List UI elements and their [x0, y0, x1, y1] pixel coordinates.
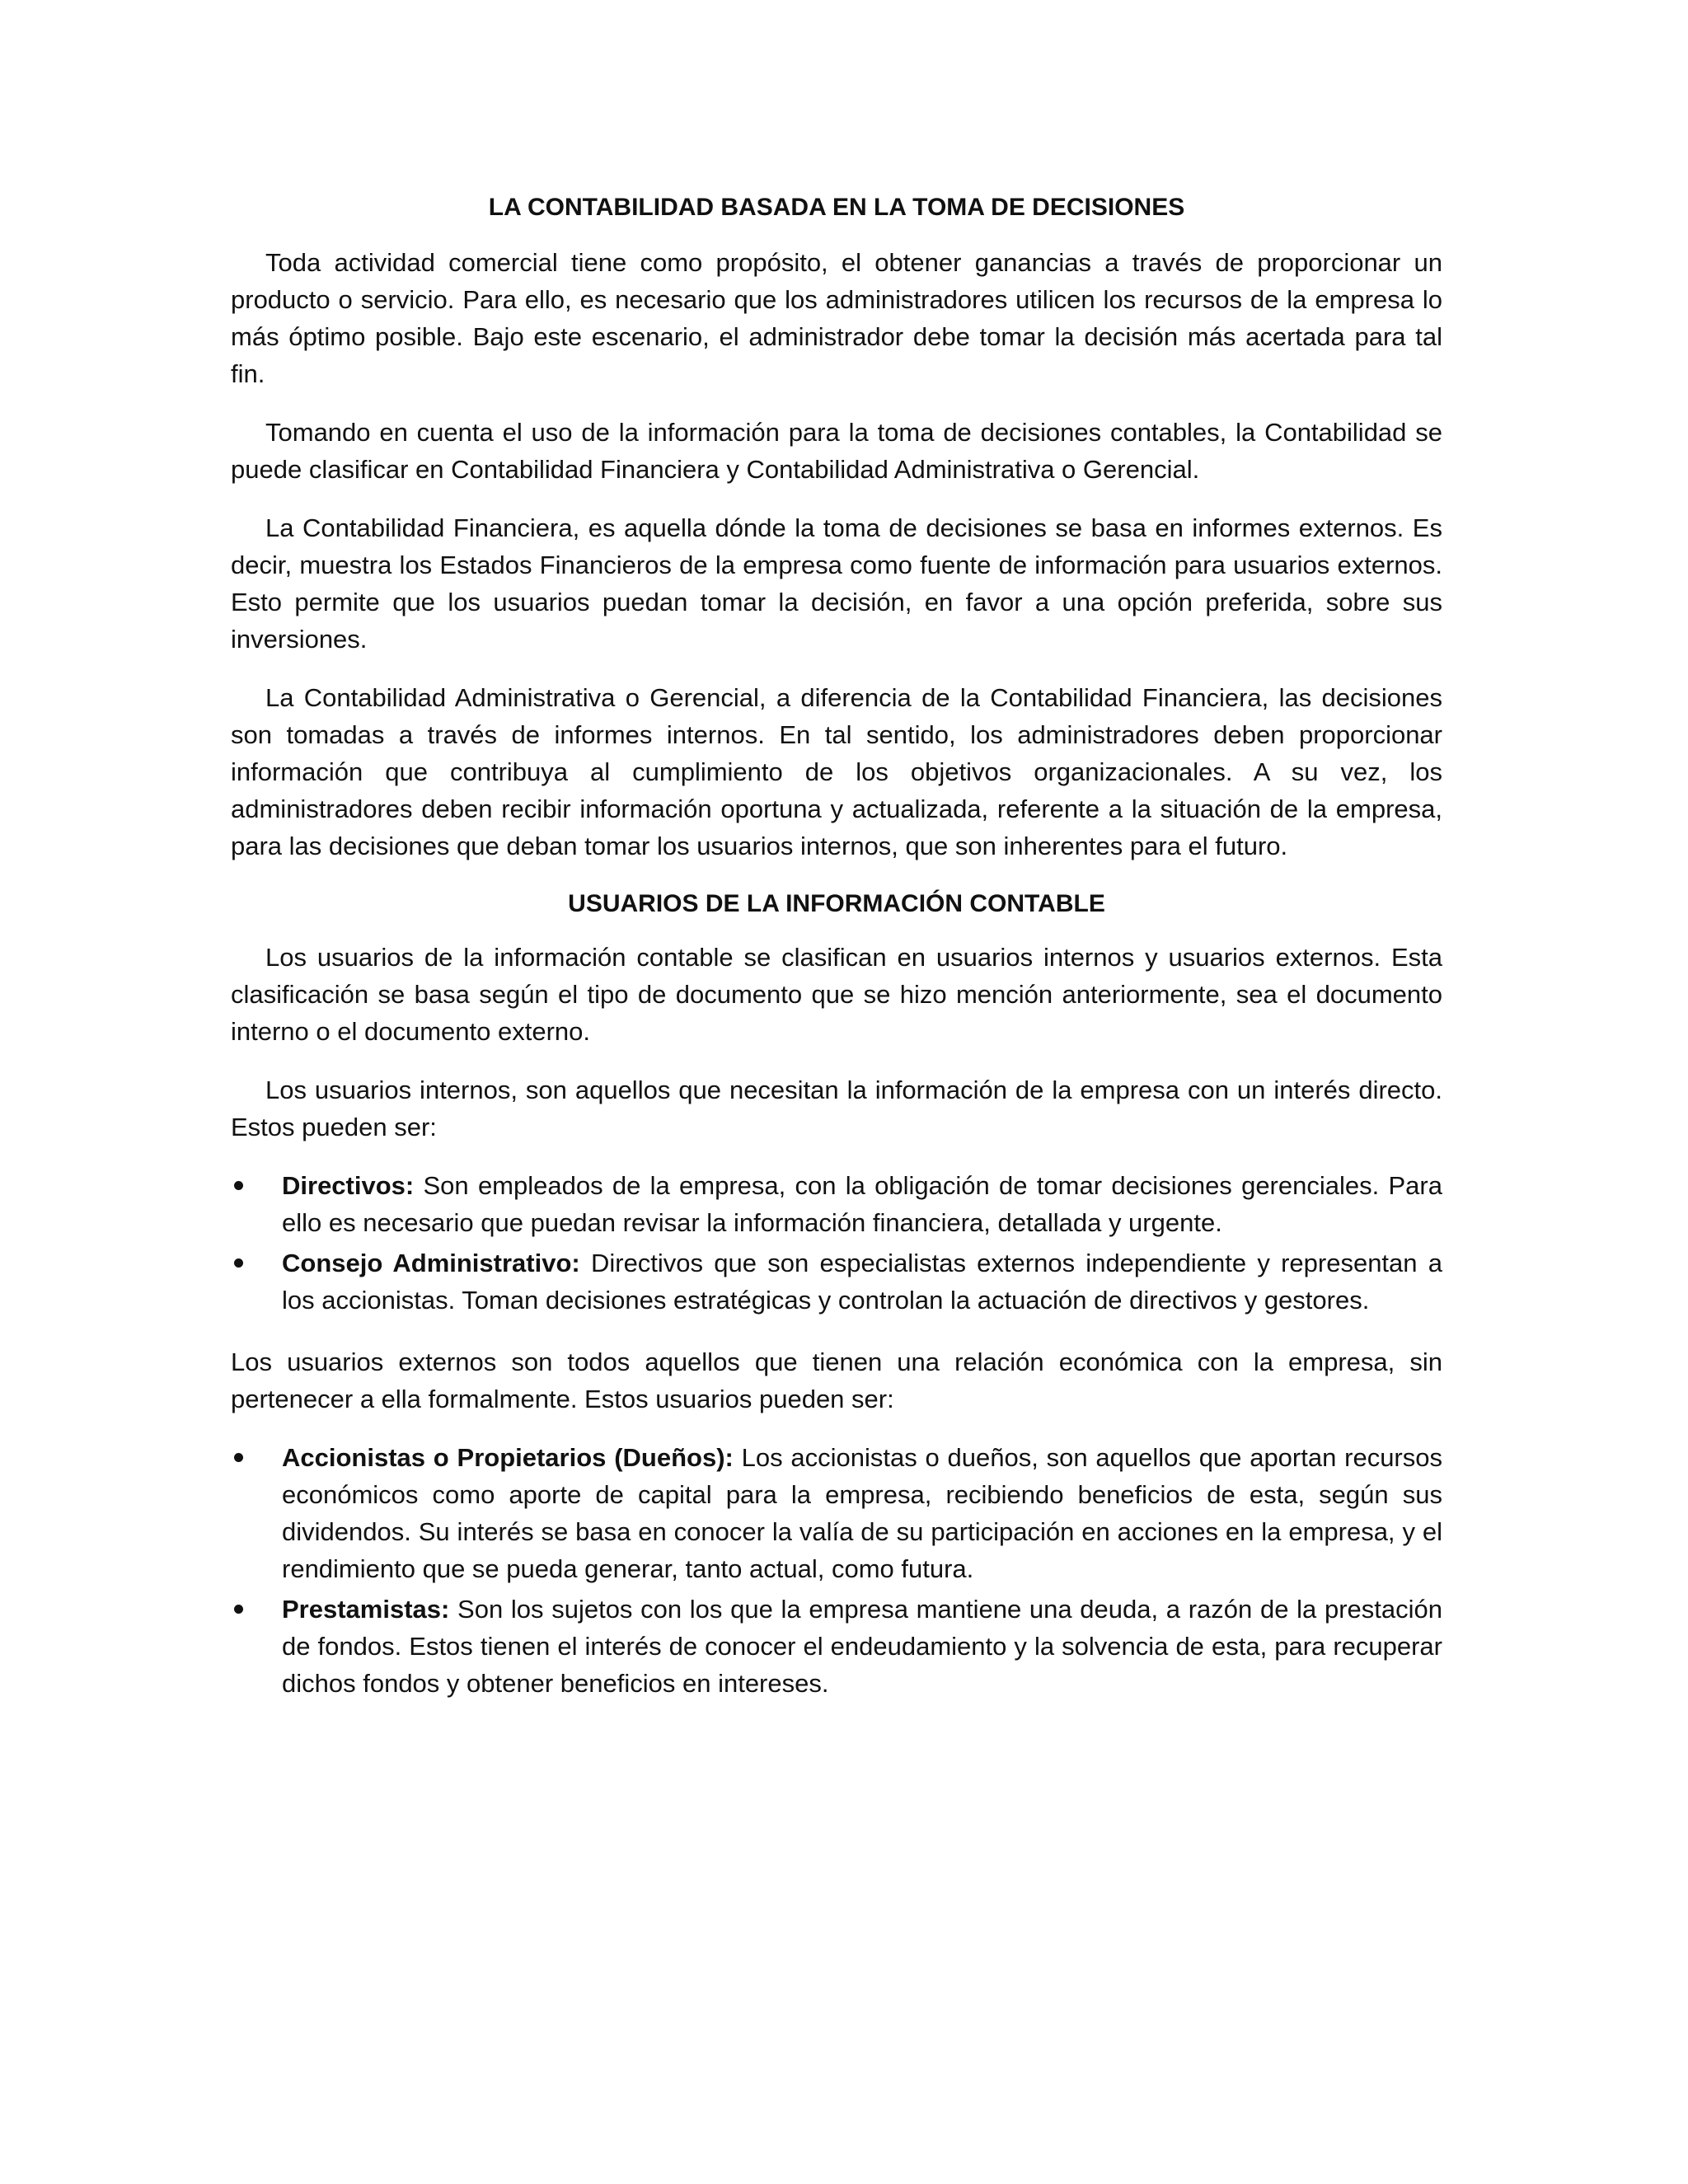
list-item: [231, 1244, 1442, 1319]
list-item: [231, 1591, 1442, 1702]
list-item-text: Directivos que son especialistas externos independiente y representan a los accionistas. Toman decisiones estratégicas y controlan la actuación de directivos y gestores.: [282, 1249, 1442, 1315]
list-item: [231, 1167, 1442, 1241]
list-item-text: Son los sujetos con los que la empresa mantiene una deuda, a razón de la prestación de fondos. Estos tienen el interés de conocer el endeudamiento y la solvencia de esta, para recuperar dichos fondos y obtener beneficios en intereses.: [282, 1595, 1442, 1698]
list-item-text: Son empleados de la empresa, con la obligación de tomar decisiones gerenciales. Para ello es necesario que puedan revisar la información financiera, detallada y urgente.: [282, 1171, 1442, 1237]
paragraph-internal-users: Los usuarios internos, son aquellos que necesitan la información de la empresa con un interés directo. Estos pueden ser:: [231, 1076, 1442, 1141]
bullet-icon: [234, 1453, 243, 1462]
paragraph-external-users: Los usuarios externos son todos aquellos que tienen una relación económica con la empresa, sin pertenecer a ella formalmente. Estos usuarios pueden ser:: [231, 1347, 1442, 1413]
bullet-icon: [234, 1258, 243, 1268]
bullet-icon: [234, 1181, 243, 1190]
bullet-icon: [234, 1605, 243, 1614]
section-title-decisions: LA CONTABILIDAD BASADA EN LA TOMA DE DECISIONES: [488, 194, 1185, 221]
list-item-term: Consejo Administrativo:: [282, 1249, 580, 1277]
list-item: [231, 1439, 1442, 1587]
document-page: [231, 190, 1442, 1727]
list-item-text: Los accionistas o dueños, son aquellos que aportan recursos económicos como aporte de capital para la empresa, recibiendo beneficios de esta, según sus dividendos. Su interés se basa en conocer la valía de su participación en acciones en la empresa, y el rendimiento que se pueda generar, tanto actual, como futura.: [282, 1443, 1442, 1583]
paragraph-purpose: Toda actividad comercial tiene como propósito, el obtener ganancias a través de proporcionar un producto o servicio. Para ello, es necesario que los administradores utilicen los recursos de la empresa lo más óptimo posible. Bajo este escenario, el administrador debe tomar la decisión más acertada para tal fin.: [231, 248, 1442, 388]
section-title-users: USUARIOS DE LA INFORMACIÓN CONTABLE: [568, 890, 1105, 917]
internal-users-list: [231, 1167, 1442, 1319]
paragraph-financial-accounting: La Contabilidad Financiera, es aquella dónde la toma de decisiones se basa en informes externos. Es decir, muestra los Estados Financieros de la empresa como fuente de información para usuarios externos. Esto permite que los usuarios puedan tomar la decisión, en favor a una opción preferida, sobre sus inversiones.: [231, 513, 1442, 654]
paragraph-classification: Tomando en cuenta el uso de la información para la toma de decisiones contables, la Contabilidad se puede clasificar en Contabilidad Financiera y Contabilidad Administrativa o Gerencial.: [231, 418, 1442, 484]
list-item-term: Accionistas o Propietarios (Dueños):: [282, 1443, 734, 1472]
paragraph-management-accounting: La Contabilidad Administrativa o Gerencial, a diferencia de la Contabilidad Financiera, las decisiones son tomadas a través de informes internos. En tal sentido, los administradores deben proporcionar información que contribuya al cumplimiento de los objetivos organizacionales. A su vez, los administradores deben recibir información oportuna y actualizada, referente a la situación de la empresa, para las decisiones que deban tomar los usuarios internos, que son inherentes para el futuro.: [231, 683, 1442, 860]
list-item-term: Prestamistas:: [282, 1595, 450, 1624]
paragraph-users-classification: Los usuarios de la información contable se clasifican en usuarios internos y usuarios externos. Esta clasificación se basa según el tipo de documento que se hizo mención anteriormente, sea el documento interno o el documento externo.: [231, 943, 1442, 1046]
list-item-term: Directivos:: [282, 1171, 415, 1200]
external-users-list: [231, 1439, 1442, 1702]
